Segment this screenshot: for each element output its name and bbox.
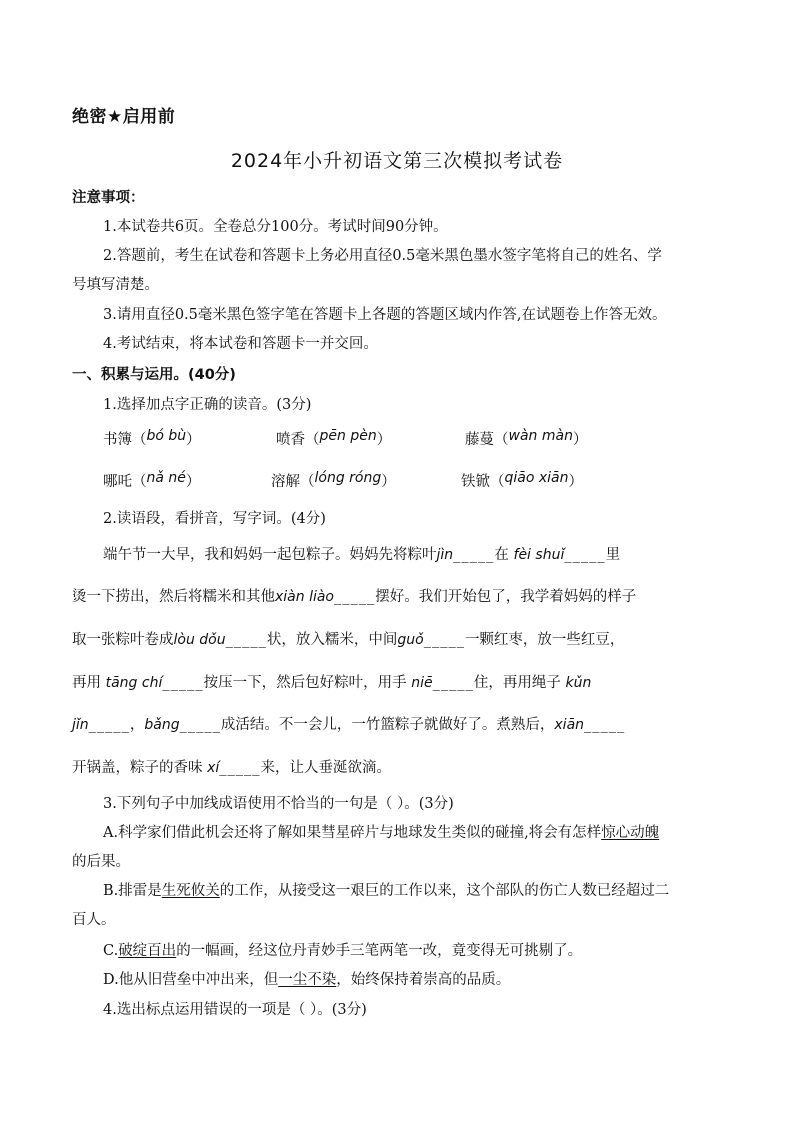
pinyin-run: niē xyxy=(411,675,433,691)
pinyin-run: fèi shuǐ xyxy=(513,547,565,563)
note-item-1: 1.本试卷共6页。全卷总分100分。考试时间90分钟。 xyxy=(103,219,448,235)
q1-word-5 xyxy=(271,470,396,491)
q1-word-close: ） xyxy=(381,474,396,490)
q1-word-pinyin: bó bù xyxy=(146,428,187,444)
text-run: 摆好。我们开始包了，我学着妈妈的样子 xyxy=(375,589,637,605)
answer-blank[interactable]: _____ xyxy=(88,717,130,733)
q1-word-3 xyxy=(465,428,587,449)
note-item-4: 4.考试结束，将本试卷和答题卡一并交回。 xyxy=(103,336,378,352)
pinyin-run: kǔn xyxy=(565,675,592,691)
pinyin-run: guǒ xyxy=(397,632,424,648)
q2-para-line-6 xyxy=(72,756,726,777)
note-item-2: 2.答题前，考生在试卷和答题卡上务必用直径0.5毫米黑色墨水签字笔将自己的姓名、学 xyxy=(103,248,662,264)
answer-blank[interactable]: _____ xyxy=(225,632,267,648)
q1-word-text: 藤蔓（ xyxy=(465,432,509,448)
text-run: ，始终保持着崇高的品质。 xyxy=(336,972,511,988)
underlined-idiom: 生死攸关 xyxy=(161,883,220,899)
answer-blank[interactable]: _____ xyxy=(219,760,261,776)
q1-word-close: ） xyxy=(568,474,583,490)
pinyin-run: jìn xyxy=(436,547,454,563)
pinyin-run: xiān xyxy=(554,717,585,733)
q1-word-text: 喷香（ xyxy=(276,432,320,448)
text-run: 一颗红枣，放一些红豆， xyxy=(464,632,625,648)
q1-word-text: 书簿（ xyxy=(103,432,147,448)
note-item-2-cont: 号填写清楚。 xyxy=(72,277,159,293)
answer-blank[interactable]: _____ xyxy=(432,675,474,691)
text-run: D.他从旧营垒中冲出来，但 xyxy=(103,972,279,988)
q3-option-d xyxy=(103,968,726,989)
text-run: 来，让人垂涎欲滴。 xyxy=(260,760,392,776)
q1-stem: 1.选择加点字正确的读音。(3分) xyxy=(103,397,312,413)
q2-para-line-2 xyxy=(72,585,726,606)
text-run: A.科学家们借此机会还将了解如果彗星碎片与地球发生类似的碰撞,将会有怎样 xyxy=(103,825,602,841)
answer-blank[interactable]: _____ xyxy=(564,547,606,563)
text-run: 再用 xyxy=(72,675,101,691)
answer-blank[interactable]: _____ xyxy=(453,547,495,563)
text-run: 状，放入糯米，中间 xyxy=(266,632,398,648)
text-run: C. xyxy=(103,943,119,959)
q1-word-pinyin: lóng róng xyxy=(314,470,382,486)
text-run: 取一张粽叶卷成 xyxy=(72,632,174,648)
q1-word-2 xyxy=(276,428,391,449)
q3-option-a-cont: 的后果。 xyxy=(72,854,130,870)
q3-option-a xyxy=(103,821,726,842)
answer-blank[interactable]: _____ xyxy=(179,717,221,733)
text-run: 按压一下，然后包好粽叶，用手 xyxy=(203,675,407,691)
pinyin-run: tāng chí xyxy=(105,675,163,691)
pinyin-run: bǎng xyxy=(144,717,180,733)
q1-word-close: ） xyxy=(186,432,201,448)
text-run: 的一幅画，经这位丹青妙手三笔两笔一改，竟变得无可挑剔了。 xyxy=(176,943,583,959)
q1-word-pinyin: nǎ né xyxy=(146,470,186,486)
text-run: ， xyxy=(129,717,145,733)
q1-word-pinyin: qiāo xiān xyxy=(504,470,569,486)
q2-para-line-1 xyxy=(103,543,726,564)
q2-para-line-4 xyxy=(72,671,726,692)
q1-word-text: 铁锨（ xyxy=(461,474,505,490)
text-run: 烫一下捞出，然后将糯米和其他 xyxy=(72,589,275,605)
pinyin-run: xiàn liào xyxy=(275,589,335,605)
text-run: 开锅盖，粽子的香味 xyxy=(72,760,203,776)
notes-heading: 注意事项： xyxy=(72,190,145,206)
q3-option-c xyxy=(103,939,726,960)
text-run: 在 xyxy=(494,547,509,563)
answer-blank[interactable]: _____ xyxy=(423,632,465,648)
q1-word-text: 哪吒（ xyxy=(103,474,147,490)
underlined-idiom: 一尘不染 xyxy=(278,972,337,988)
pinyin-run: lòu dǒu xyxy=(173,632,226,648)
q1-word-pinyin: wàn màn xyxy=(508,428,573,444)
q1-word-1 xyxy=(103,428,201,449)
q4-stem: 4.选出标点运用错误的一项是（ ）。(3分) xyxy=(103,1002,367,1018)
q3-option-b xyxy=(103,879,726,900)
underlined-idiom: 惊心动魄 xyxy=(601,825,660,841)
answer-blank[interactable]: _____ xyxy=(334,589,376,605)
q1-word-6 xyxy=(461,470,583,491)
text-run: 里 xyxy=(605,547,621,563)
text-run: 的工作，从接受这一艰巨的工作以来，这个部队的伤亡人数已经超过二 xyxy=(219,883,670,899)
q1-word-close: ） xyxy=(185,474,201,490)
text-run: 住，再用绳子 xyxy=(473,675,561,691)
answer-blank[interactable]: _____ xyxy=(162,675,204,691)
q2-stem: 2.读语段，看拼音，写字词。(4分) xyxy=(103,511,326,527)
pinyin-run: xí xyxy=(207,760,220,776)
underlined-idiom: 破绽百出 xyxy=(118,943,177,959)
q2-para-line-5 xyxy=(72,713,726,734)
text-run: B.排雷是 xyxy=(103,883,162,899)
answer-blank[interactable]: _____ xyxy=(584,717,626,733)
q2-para-line-3 xyxy=(72,628,726,649)
text-run: 成活结。不一会儿，一竹篮粽子就做好了。煮熟后， xyxy=(220,717,555,733)
text-run: 端午节一大早，我和妈妈一起包粽子。妈妈先将粽叶 xyxy=(103,547,437,563)
pinyin-run: jǐn xyxy=(72,717,89,733)
q1-word-4 xyxy=(103,470,200,491)
q1-word-close: ） xyxy=(376,432,392,448)
q3-option-b-cont: 百人。 xyxy=(72,912,116,928)
q1-word-text: 溶解（ xyxy=(271,474,315,490)
note-item-3: 3.请用直径0.5毫米黑色签字笔在答题卡上各题的答题区域内作答,在试题卷上作答无效。 xyxy=(103,307,667,323)
q3-stem: 3.下列句子中加线成语使用不恰当的一句是（ ）。(3分) xyxy=(103,796,454,812)
exam-title: 2024年小升初语文第三次模拟考试卷 xyxy=(230,150,564,172)
q1-word-close: ） xyxy=(572,432,588,448)
section-1-heading: 一、积累与运用。(40分) xyxy=(72,367,236,383)
confidential-label: 绝密★启用前 xyxy=(72,107,176,127)
q1-word-pinyin: pēn pèn xyxy=(319,428,377,444)
